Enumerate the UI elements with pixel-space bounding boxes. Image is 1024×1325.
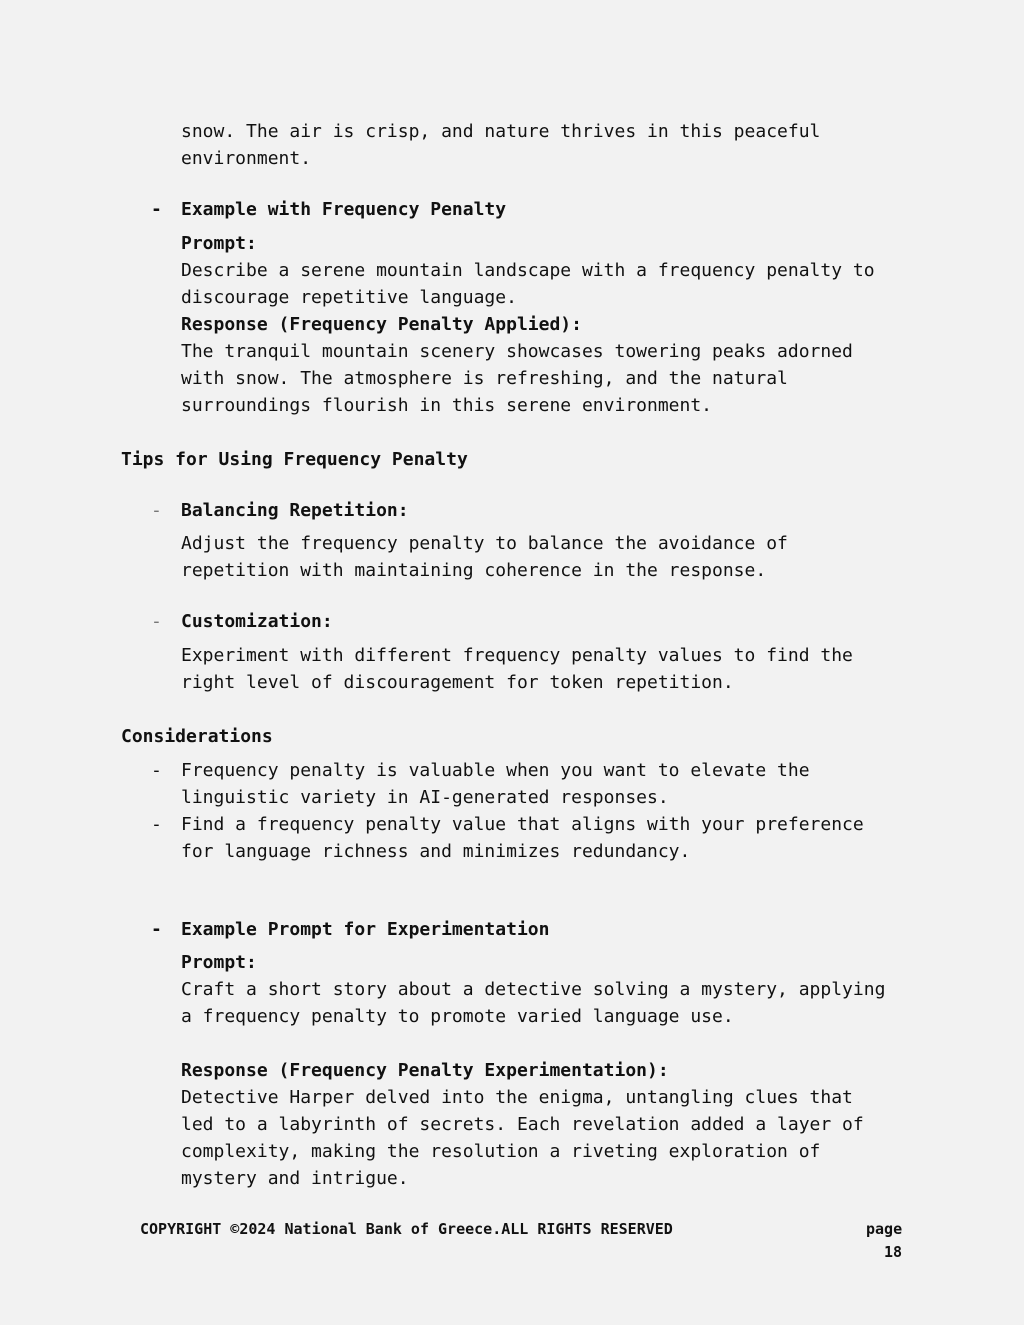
bullet-dash: - [151, 919, 162, 940]
bullet-dash: - [151, 500, 162, 521]
footer-page-number: 18 [884, 1243, 903, 1261]
consideration-line: for language richness and minimizes redundancy. [181, 841, 691, 862]
footer-page-label: page [866, 1220, 903, 1238]
tip-title: Balancing Repetition: [181, 500, 409, 521]
tip-title: Customization: [181, 611, 333, 632]
example-fp-prompt-line: Describe a serene mountain landscape with a frequency penalty to [181, 260, 875, 281]
footer-copyright: COPYRIGHT ©2024 National Bank of Greece.ALL RIGHTS RESERVED [140, 1220, 673, 1238]
tip-text-line: right level of discouragement for token repetition. [181, 672, 734, 693]
bullet-dash: - [151, 611, 162, 632]
example-fp-response-line: with snow. The atmosphere is refreshing, and the natural [181, 368, 788, 389]
tips-heading: Tips for Using Frequency Penalty [121, 449, 468, 470]
example-exp-prompt-label: Prompt: [181, 952, 257, 973]
example-exp-response-line: complexity, making the resolution a riveting exploration of [181, 1141, 821, 1162]
example-exp-title: Example Prompt for Experimentation [181, 919, 550, 940]
example-exp-response-line: mystery and intrigue. [181, 1168, 409, 1189]
example-exp-prompt-line: Craft a short story about a detective solving a mystery, applying [181, 979, 886, 1000]
continuation-line-2: environment. [181, 148, 312, 169]
consideration-line: Frequency penalty is valuable when you want to elevate the [181, 760, 810, 781]
example-exp-response-label: Response (Frequency Penalty Experimentation): [181, 1060, 669, 1081]
example-exp-response-line: Detective Harper delved into the enigma, untangling clues that [181, 1087, 853, 1108]
bullet-dash: - [151, 199, 162, 220]
consideration-line: Find a frequency penalty value that aligns with your preference [181, 814, 864, 835]
considerations-heading: Considerations [121, 726, 273, 747]
tip-text-line: Experiment with different frequency penalty values to find the [181, 645, 853, 666]
bullet-dash: - [151, 814, 162, 835]
example-fp-response-line: The tranquil mountain scenery showcases towering peaks adorned [181, 341, 853, 362]
example-exp-response-line: led to a labyrinth of secrets. Each revelation added a layer of [181, 1114, 864, 1135]
example-fp-response-label: Response (Frequency Penalty Applied): [181, 314, 582, 335]
example-fp-title: Example with Frequency Penalty [181, 199, 507, 220]
continuation-line-1: snow. The air is crisp, and nature thrives in this peaceful [181, 121, 821, 142]
tip-text-line: repetition with maintaining coherence in the response. [181, 560, 767, 581]
example-fp-prompt-label: Prompt: [181, 233, 257, 254]
example-exp-prompt-line: a frequency penalty to promote varied language use. [181, 1006, 734, 1027]
tip-text-line: Adjust the frequency penalty to balance the avoidance of [181, 533, 788, 554]
example-fp-prompt-line: discourage repetitive language. [181, 287, 517, 308]
bullet-dash: - [151, 760, 162, 781]
consideration-line: linguistic variety in AI-generated responses. [181, 787, 669, 808]
example-fp-response-line: surroundings flourish in this serene environment. [181, 395, 713, 416]
